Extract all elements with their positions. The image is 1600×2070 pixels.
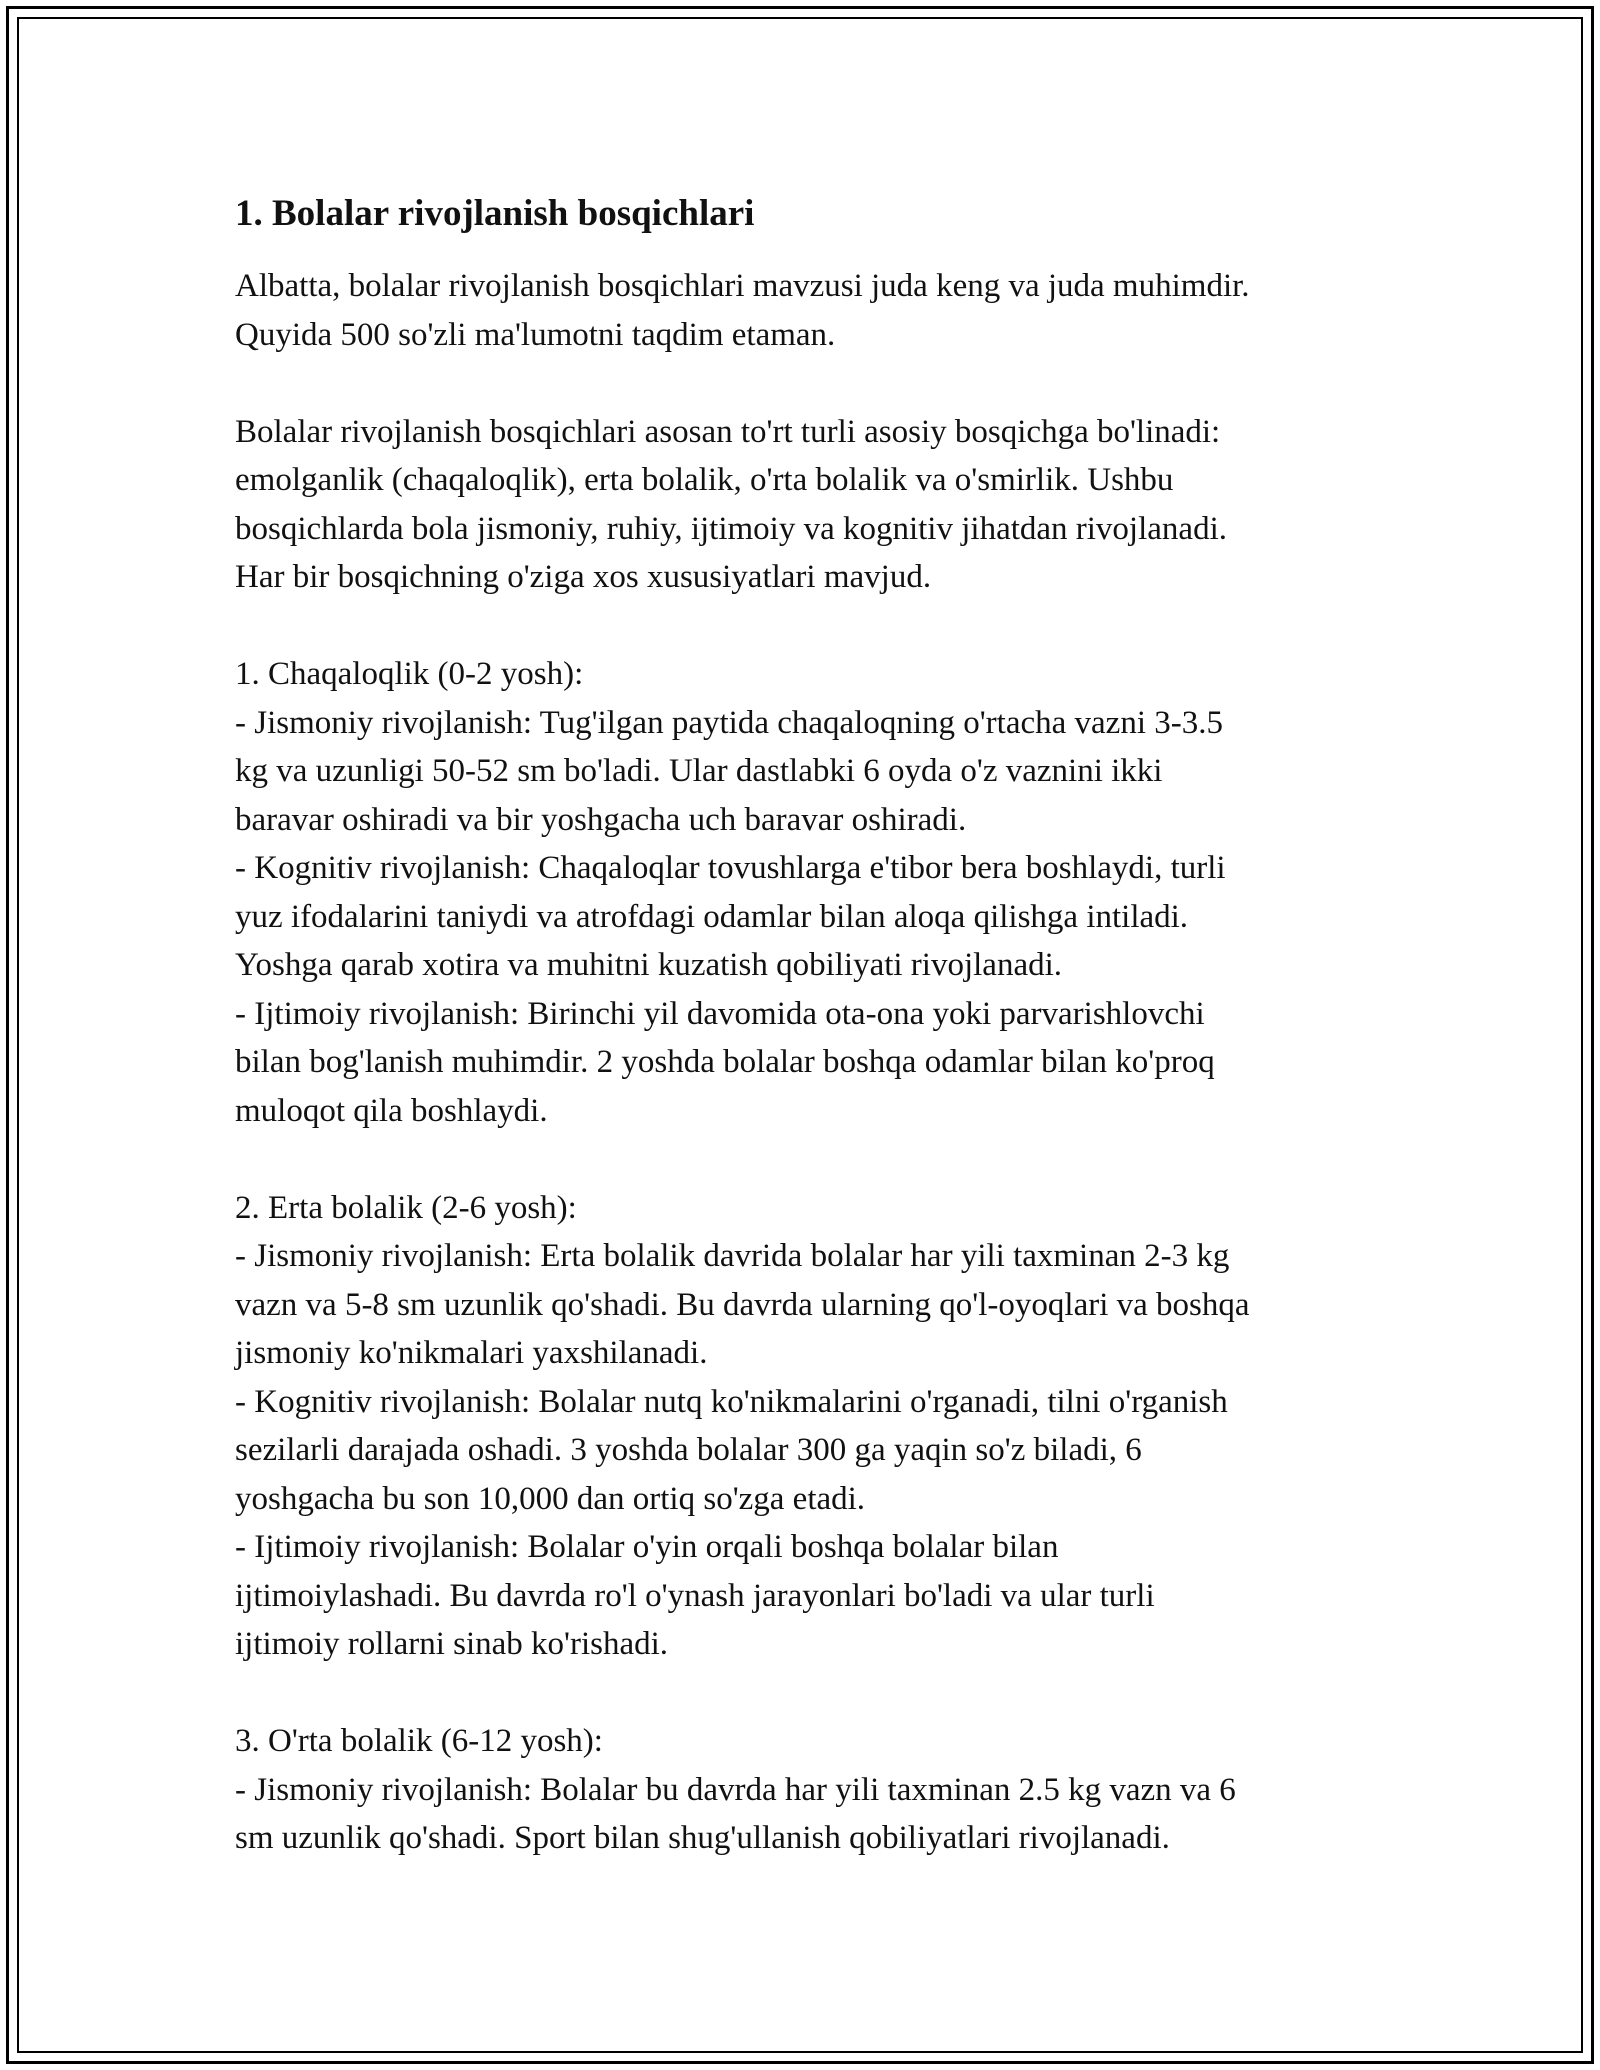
text-line: jismoniy ko'nikmalari yaxshilanadi. [235,1335,708,1371]
text-line: - Kognitiv rivojlanish: Bolalar nutq ko'nikmalarini o'rganadi, tilni o'rganish [235,1383,1228,1420]
text-line: Quyida 500 so'zli ma'lumotni taqdim etaman. [235,316,836,353]
text-line: - Ijtimoiy rivojlanish: Birinchi yil davomida ota-ona yoki parvarishlovchi [235,995,1205,1032]
paragraph-middle-childhood [235,1717,1375,1863]
text-line: sezilarli darajada oshadi. 3 yoshda bolalar 300 ga yaqin so'z biladi, 6 [235,1432,1142,1468]
text-line: yuz ifodalarini taniydi va atrofdagi odamlar bilan aloqa qilishga intiladi. [235,898,1189,935]
text-line: ijtimoiy rollarni sinab ko'rishadi. [235,1626,669,1662]
text-line: - Jismoniy rivojlanish: Tug'ilgan paytida chaqaloqning o'rtacha vazni 3-3.5 [235,704,1223,741]
stage-title: 2. Erta bolalik (2-6 yosh): [235,1189,577,1226]
text-line: emolganlik (chaqaloqlik), erta bolalik, o'rta bolalik va o'smirlik. Ushbu [235,462,1174,498]
paragraph-early-childhood [235,1184,1375,1669]
text-line: ijtimoiylashadi. Bu davrda ro'l o'ynash jarayonlari bo'ladi va ular turli [235,1577,1155,1614]
text-line: Albatta, bolalar rivojlanish bosqichlari mavzusi juda keng va juda muhimdir. [235,268,1250,304]
section-heading: 1. Bolalar rivojlanish bosqichlari [235,193,755,234]
text-line: muloqot qila boshlaydi. [235,1092,548,1129]
text-line: - Jismoniy rivojlanish: Erta bolalik davrida bolalar har yili taxminan 2-3 kg [235,1238,1230,1274]
text-line: kg va uzunligi 50-52 sm bo'ladi. Ular dastlabki 6 oyda o'z vaznini ikki [235,753,1163,789]
paragraph-overview [235,408,1375,602]
paragraph-intro [235,262,1375,359]
text-line: baravar oshiradi va bir yoshgacha uch baravar oshiradi. [235,801,967,838]
text-line: bosqichlarda bola jismoniy, ruhiy, ijtimoiy va kognitiv jihatdan rivojlanadi. [235,510,1227,547]
text-line: Bolalar rivojlanish bosqichlari asosan to'rt turli asosiy bosqichga bo'linadi: [235,413,1221,450]
text-line: - Jismoniy rivojlanish: Bolalar bu davrda har yili taxminan 2.5 kg vazn va 6 [235,1771,1236,1808]
text-line: - Kognitiv rivojlanish: Chaqaloqlar tovushlarga e'tibor bera boshlaydi, turli [235,850,1226,886]
stage-title: 1. Chaqaloqlik (0-2 yosh): [235,656,584,692]
text-line: sm uzunlik qo'shadi. Sport bilan shug'ullanish qobiliyatlari rivojlanadi. [235,1820,1170,1856]
text-line: yoshgacha bu son 10,000 dan ortiq so'zga etadi. [235,1480,866,1517]
text-line: Har bir bosqichning o'ziga xos xususiyatlari mavjud. [235,559,932,595]
stage-title: 3. O'rta bolalik (6-12 yosh): [235,1723,603,1759]
text-line: bilan bog'lanish muhimdir. 2 yoshda bolalar boshqa odamlar bilan ko'proq [235,1044,1215,1080]
text-line: - Ijtimoiy rivojlanish: Bolalar o'yin orqali boshqa bolalar bilan [235,1529,1059,1565]
paragraph-infancy [235,650,1375,1135]
document-body [235,188,1375,1911]
text-line: Yoshga qarab xotira va muhitni kuzatish qobiliyati rivojlanadi. [235,947,1063,983]
text-line: vazn va 5-8 sm uzunlik qo'shadi. Bu davrda ularning qo'l-oyoqlari va boshqa [235,1286,1250,1323]
